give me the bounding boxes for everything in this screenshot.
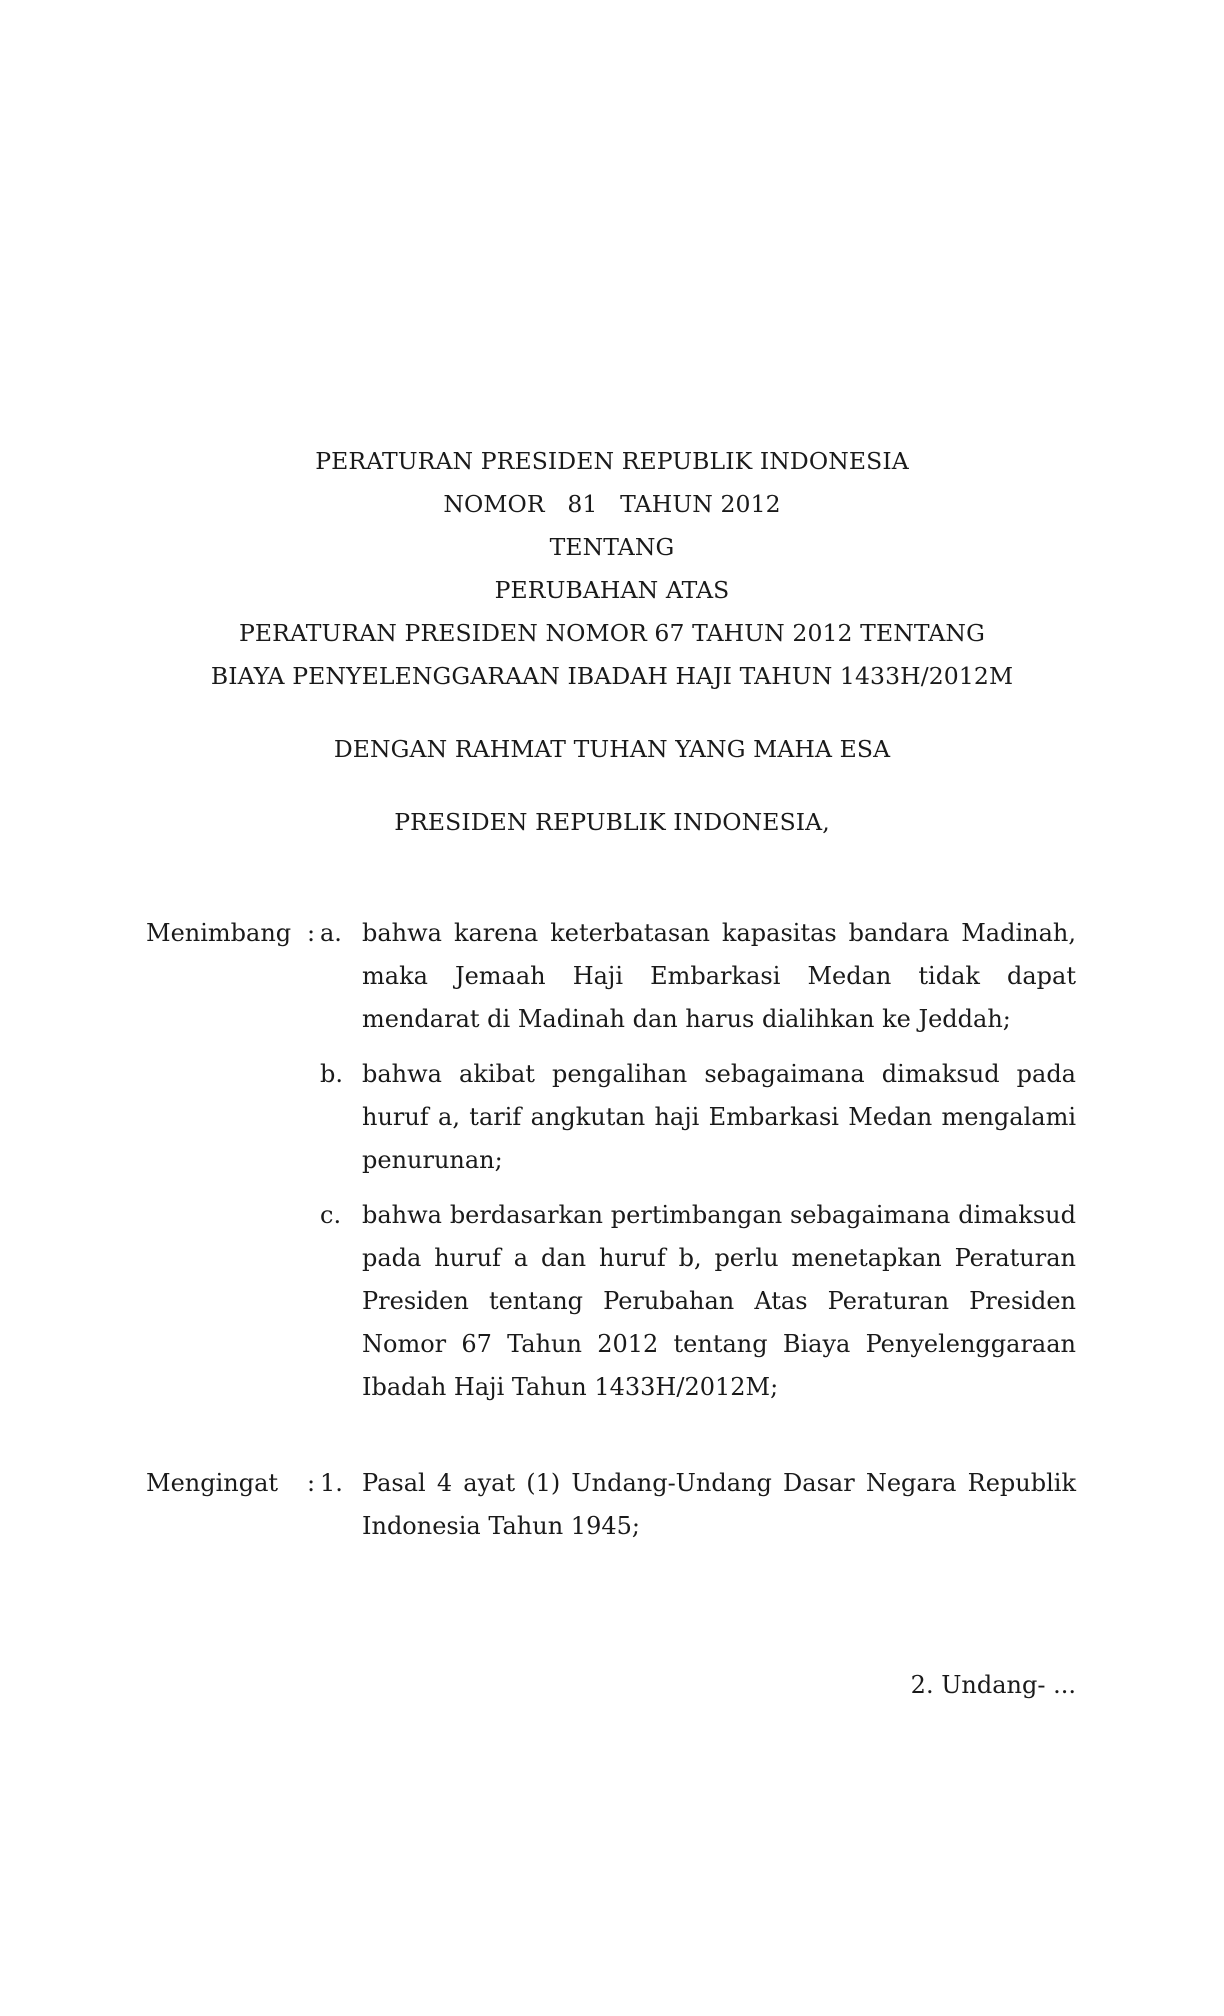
- menimbang-colon: :: [307, 919, 316, 947]
- heading-reference: PERATURAN PRESIDEN NOMOR 67 TAHUN 2012 TENTANG: [239, 619, 985, 647]
- item-text: bahwa akibat pengalihan sebagaimana dimaksud pada huruf a, tarif angkutan haji Embarkasi Medan mengalami penurunan;: [362, 1060, 1076, 1174]
- item-text: bahwa karena keterbatasan kapasitas bandara Madinah, maka Jemaah Haji Embarkasi Medan tidak dapat mendarat di Madinah dan harus dialihkan ke Jeddah;: [362, 919, 1076, 1033]
- heading-subject: PERUBAHAN ATAS: [494, 576, 730, 604]
- item-marker: b.: [320, 1060, 343, 1088]
- menimbang-item-c: [320, 1194, 1076, 1409]
- heading-number: NOMOR 81 TAHUN 2012: [443, 490, 781, 518]
- heading-invocation: DENGAN RAHMAT TUHAN YANG MAHA ESA: [333, 735, 891, 763]
- item-marker: 1.: [320, 1469, 343, 1497]
- menimbang-item-b: [320, 1053, 1076, 1182]
- item-text: bahwa berdasarkan pertimbangan sebagaimana dimaksud pada huruf a dan huruf b, perlu menetapkan Peraturan Presiden tentang Perubahan Atas Peraturan Presiden Nomor 67 Tahun 2012 tentang Biaya Penyelenggaraan Ibadah Haji Tahun 1433H/2012M;: [362, 1201, 1076, 1401]
- document-heading: [0, 440, 1224, 844]
- item-marker: a.: [320, 919, 342, 947]
- menimbang-section: [146, 912, 1076, 1409]
- menimbang-label: Menimbang: [146, 919, 292, 947]
- menimbang-item-a: [320, 912, 1076, 1041]
- mengingat-colon: :: [307, 1469, 316, 1497]
- page-continuation: 2. Undang- ...: [910, 1671, 1076, 1699]
- item-marker: c.: [320, 1201, 342, 1229]
- heading-title: PERATURAN PRESIDEN REPUBLIK INDONESIA: [315, 447, 909, 475]
- heading-tentang: TENTANG: [549, 533, 675, 561]
- heading-topic: BIAYA PENYELENGGARAAN IBADAH HAJI TAHUN 1433H/2012M: [210, 662, 1014, 690]
- mengingat-label: Mengingat: [146, 1469, 279, 1497]
- mengingat-section: [146, 1462, 1076, 1548]
- heading-president: PRESIDEN REPUBLIK INDONESIA,: [394, 808, 830, 836]
- mengingat-item-1: [320, 1462, 1076, 1548]
- item-text: Pasal 4 ayat (1) Undang-Undang Dasar Negara Republik Indonesia Tahun 1945;: [362, 1469, 1076, 1540]
